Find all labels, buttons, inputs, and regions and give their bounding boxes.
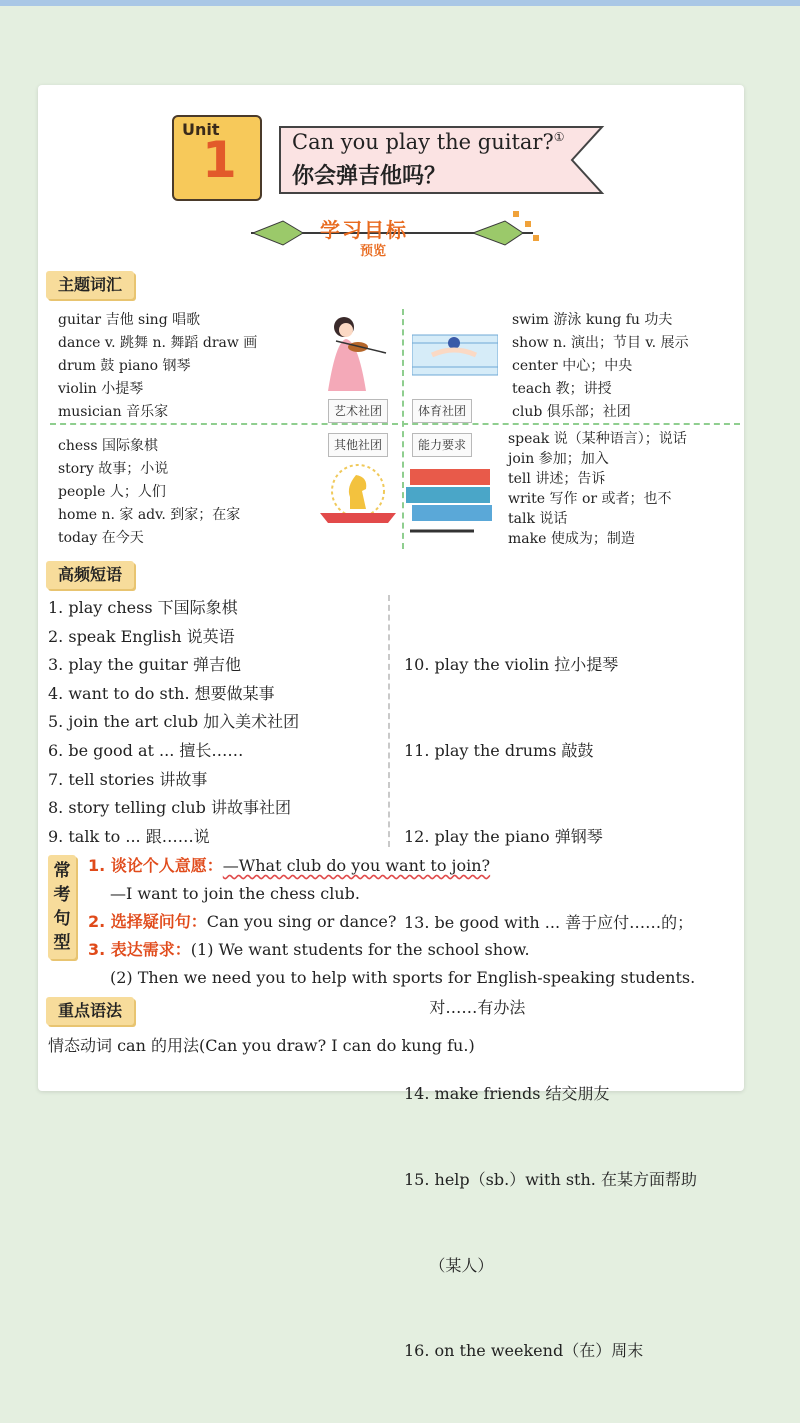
phrase-item: 14. make friends 结交朋友 bbox=[404, 1084, 610, 1104]
books-illustration bbox=[404, 461, 500, 537]
unit-word: Unit bbox=[182, 120, 220, 139]
vocab-item: violin 小提琴 bbox=[58, 381, 144, 397]
section-vocab-label: 主题词汇 bbox=[46, 271, 134, 299]
learning-goals-subtitle: 预览 bbox=[360, 244, 387, 259]
tag-ability: 能力要求 bbox=[412, 433, 472, 457]
unit-badge bbox=[172, 115, 262, 201]
phrase-item: 10. play the violin 拉小提琴 bbox=[404, 655, 619, 675]
learning-goals-title: 学习目标 bbox=[320, 218, 408, 242]
unit-number: 1 bbox=[202, 131, 237, 189]
phrases-right-list bbox=[404, 594, 697, 1423]
vocab-item: guitar 吉他 sing 唱歌 bbox=[58, 312, 201, 328]
sentence-1-question: —What club do you want to join? bbox=[222, 856, 491, 875]
swimmer-illustration bbox=[412, 325, 498, 381]
vocab-item: drum 鼓 piano 钢琴 bbox=[58, 358, 191, 374]
vocab-item: make 使成为；制造 bbox=[508, 531, 635, 547]
vocab-item: dance v. 跳舞 n. 舞蹈 draw 画 bbox=[58, 335, 258, 351]
phrase-item: 11. play the drums 敲鼓 bbox=[404, 740, 594, 760]
vocab-sports-list bbox=[512, 309, 689, 424]
textbook-page bbox=[38, 85, 744, 1361]
vocab-item: story 故事；小说 bbox=[58, 461, 169, 477]
vocab-art-list bbox=[58, 309, 257, 424]
phrase-item: 5. join the art club 加入美术社团 bbox=[48, 712, 300, 732]
sentence-2-label: 2. 选择疑问句： bbox=[88, 912, 207, 931]
vocab-item: swim 游泳 kung fu 功夫 bbox=[512, 312, 673, 328]
vocab-item: join 参加；加入 bbox=[508, 451, 609, 467]
sentence-2-text: Can you sing or dance? bbox=[206, 912, 397, 931]
tag-other-club: 其他社团 bbox=[328, 433, 388, 457]
phrase-item: 9. talk to ... 跟……说 bbox=[48, 826, 210, 846]
vocab-item: write 写作 or 或者；也不 bbox=[508, 491, 672, 507]
violinist-illustration bbox=[306, 311, 392, 393]
phrase-item: 13. be good with ... 善于应付……的； bbox=[404, 912, 694, 932]
vocab-item: tell 讲述；告诉 bbox=[508, 471, 606, 487]
chess-club-badge-text: Chess Club bbox=[334, 526, 379, 535]
section-grammar-label: 重点语法 bbox=[46, 997, 134, 1025]
vocab-other-list bbox=[58, 435, 240, 550]
sentence-3 bbox=[88, 936, 530, 964]
phrases-divider bbox=[388, 595, 390, 847]
vocab-item: today 在今天 bbox=[58, 530, 144, 546]
sentence-1-answer: —I want to join the chess club. bbox=[110, 884, 360, 903]
phrase-item: 7. tell stories 讲故事 bbox=[48, 769, 208, 789]
top-accent-bar bbox=[0, 0, 800, 6]
phrase-item: （某人） bbox=[404, 1255, 494, 1275]
phrase-item: 16. on the weekend（在）周末 bbox=[404, 1341, 644, 1361]
sentence-1-label: 1. 谈论个人意愿： bbox=[88, 856, 223, 875]
vocab-item: home n. 家 adv. 到家；在家 bbox=[58, 507, 241, 523]
sentence-3-a: (1) We want students for the school show. bbox=[190, 940, 530, 959]
phrase-item: 对……有办法 bbox=[404, 998, 526, 1018]
vocab-item: show n. 演出；节目 v. 展示 bbox=[512, 335, 689, 351]
vocab-item: center 中心；中央 bbox=[512, 358, 633, 374]
tag-sports-club: 体育社团 bbox=[412, 399, 472, 423]
grammar-text: 情态动词 can 的用法(Can you draw? I can do kung fu.) bbox=[48, 1036, 475, 1055]
sentence-2 bbox=[88, 908, 396, 936]
phrase-item: 4. want to do sth. 想要做某事 bbox=[48, 683, 275, 703]
unit-title-en: Can you play the guitar?① bbox=[292, 130, 565, 154]
vocab-item: teach 教；讲授 bbox=[512, 381, 612, 397]
phrases-left-list bbox=[48, 594, 299, 851]
vocab-item: chess 国际象棋 bbox=[58, 438, 158, 454]
tag-art-club: 艺术社团 bbox=[328, 399, 388, 423]
vocab-item: people 人；人们 bbox=[58, 484, 166, 500]
vocab-item: musician 音乐家 bbox=[58, 404, 169, 420]
phrase-item: 8. story telling club 讲故事社团 bbox=[48, 798, 291, 818]
sentence-3-b: (2) Then we need you to help with sports for English-speaking students. bbox=[110, 968, 696, 987]
section-phrases-label: 高频短语 bbox=[46, 561, 134, 589]
phrase-item: 1. play chess 下国际象棋 bbox=[48, 598, 238, 617]
phrase-item: 6. be good at ... 擅长…… bbox=[48, 740, 244, 760]
vocab-item: club 俱乐部；社团 bbox=[512, 404, 631, 420]
unit-title-cn: 你会弹吉他吗？ bbox=[292, 164, 447, 189]
phrase-item: 3. play the guitar 弹吉他 bbox=[48, 655, 242, 675]
phrase-item: 15. help（sb.）with sth. 在某方面帮助 bbox=[404, 1169, 697, 1189]
vocab-item: speak 说（某种语言）；说话 bbox=[508, 431, 687, 447]
section-sentences-label: 常考句型 bbox=[48, 855, 76, 959]
sentence-1 bbox=[88, 852, 490, 880]
phrase-item: 2. speak English 说英语 bbox=[48, 626, 235, 646]
vocab-item: talk 说话 bbox=[508, 511, 568, 527]
vocab-ability-list bbox=[508, 429, 687, 549]
phrase-item: 12. play the piano 弹钢琴 bbox=[404, 826, 603, 846]
sentence-3-label: 3. 表达需求： bbox=[88, 940, 191, 959]
